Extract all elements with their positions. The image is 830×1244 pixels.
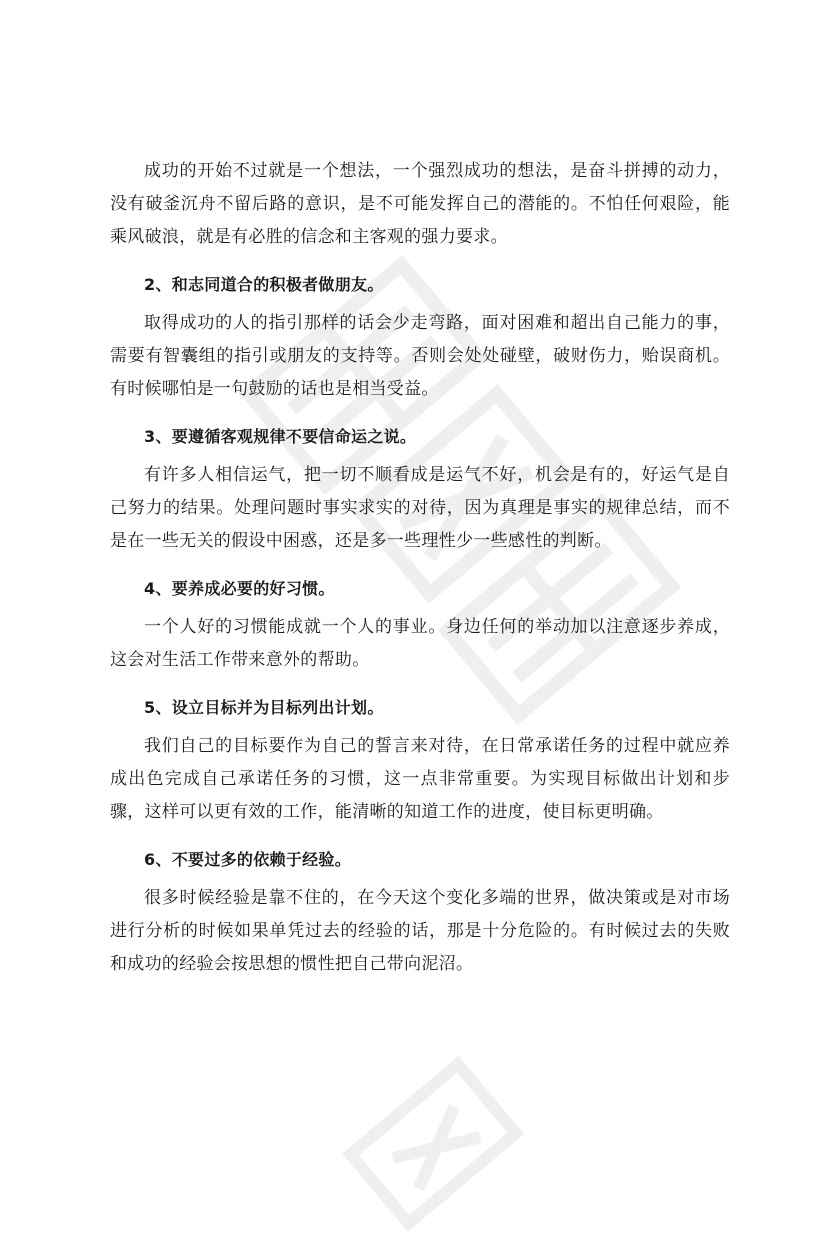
section-paragraph: 我们自己的目标要作为自己的誓言来对待，在日常承诺任务的过程中就应养成出色完成自己承诺任务的习惯，这一点非常重要。为实现目标做出计划和步骤，这样可以更有效的工作，能清晰的知道工作的进度，使目标更明确。 — [110, 736, 730, 822]
section-heading: 6、不要过多的依赖于经验。 — [144, 850, 352, 869]
section-heading: 2、和志同道合的积极者做朋友。 — [144, 275, 384, 294]
section-paragraph: 一个人好的习惯能成就一个人的事业。身边任何的举动加以注意逐步养成，这会对生活工作带来意外的帮助。 — [110, 617, 730, 670]
section-heading: 5、设立目标并为目标列出计划。 — [144, 698, 384, 717]
intro-paragraph: 成功的开始不过就是一个想法，一个强烈成功的想法，是奋斗拼搏的动力，没有破釜沉舟不留后路的意识，是不可能发挥自己的潜能的。不怕任何艰险，能乘风破浪，就是有必胜的信念和主客观的强力要求。 — [110, 161, 730, 247]
section-heading: 4、要养成必要的好习惯。 — [144, 579, 335, 598]
document-body — [110, 155, 730, 981]
section-heading: 3、要遵循客观规律不要信命运之说。 — [144, 427, 417, 446]
section-paragraph: 取得成功的人的指引那样的话会少走弯路，面对困难和超出自己能力的事，需要有智囊组的指引或朋友的支持等。否则会处处碰壁，破财伤力，贻误商机。有时候哪怕是一句鼓励的话也是相当受益。 — [110, 313, 730, 399]
watermark-graphic-bottom — [322, 1036, 537, 1244]
section-paragraph: 有许多人相信运气，把一切不顺看成是运气不好，机会是有的，好运气是自己努力的结果。处理问题时事实求实的对待，因为真理是事实的规律总结，而不是在一些无关的假设中困惑，还是多一些理性少一些感性的判断。 — [110, 465, 730, 551]
section-paragraph: 很多时候经验是靠不住的，在今天这个变化多端的世界，做决策或是对市场进行分析的时候如果单凭过去的经验的话，那是十分危险的。有时候过去的失败和成功的经验会按思想的惯性把自己带向泥沼。 — [110, 888, 730, 974]
